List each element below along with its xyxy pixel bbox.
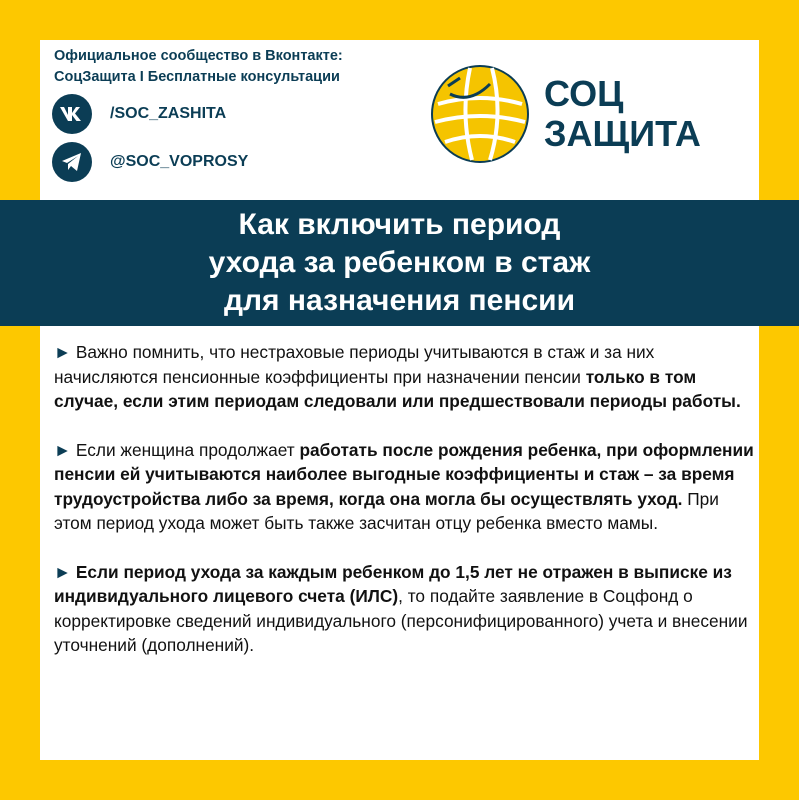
- title-line-2: ухода за ребенком в стаж: [208, 246, 591, 279]
- paragraph-2-bold: работать после рождения ребенка, при оформлении пенсии ей учитываются наиболее выгодные коэффициенты и стаж – за время трудоустройства либо за время, когда она могла бы осуществлять уход.: [54, 439, 754, 509]
- community-info: [54, 46, 343, 88]
- paragraph-3-text: , то подайте заявление в Соцфонд о корректировке сведений индивидуального (персонифицированного) учета и внесении уточнений (дополнений).: [54, 586, 748, 655]
- vk-link[interactable]: [52, 94, 226, 134]
- telegram-handle[interactable]: @SOC_VOPROSY: [110, 153, 249, 170]
- paragraph-3-bold: Если период ухода за каждым ребенком до 1,5 лет не отражен в выписке из индивидуального лицевого счета (ИЛС): [54, 561, 732, 606]
- paragraph-1-bold: только в том случае, если этим периодам следовали или предшествовали периоды работы.: [54, 366, 741, 411]
- arrow-icon: ►: [54, 561, 72, 582]
- logo-text-line-2: ЗАЩИТА: [544, 113, 701, 154]
- paragraph-1: [54, 340, 754, 414]
- soczashita-logo: [430, 64, 701, 164]
- vk-handle[interactable]: /SOC_ZASHITA: [110, 105, 227, 122]
- paragraph-2-text-b: При этом период ухода может быть также засчитан отцу ребенка вместо мамы.: [54, 488, 719, 533]
- title-banner: [0, 200, 799, 326]
- vk-icon: [52, 94, 92, 134]
- arrow-icon: ►: [54, 342, 72, 362]
- arrow-icon: ►: [54, 439, 72, 460]
- title-line-1: Как включить период: [238, 208, 561, 241]
- community-line-2[interactable]: СоцЗащита I Бесплатные консультации: [54, 69, 340, 85]
- logo-text-line-1: СОЦ: [544, 73, 624, 114]
- page-title: [209, 206, 591, 320]
- community-line-1: Официальное сообщество в Вконтакте:: [54, 48, 343, 64]
- paragraph-2: [54, 438, 754, 536]
- paragraph-1-text: Важно помнить, что нестраховые периоды учитываются в стаж и за них начисляются пенсионные коэффициенты при назначении пенсии: [54, 342, 655, 387]
- paragraph-2-text-a: Если женщина продолжает: [71, 439, 300, 460]
- title-line-3: для назначения пенсии: [223, 284, 576, 317]
- globe-icon: [430, 64, 530, 164]
- paragraph-3: [54, 560, 754, 658]
- telegram-icon: [52, 142, 92, 182]
- article-body: [54, 340, 754, 682]
- telegram-link[interactable]: [52, 142, 248, 182]
